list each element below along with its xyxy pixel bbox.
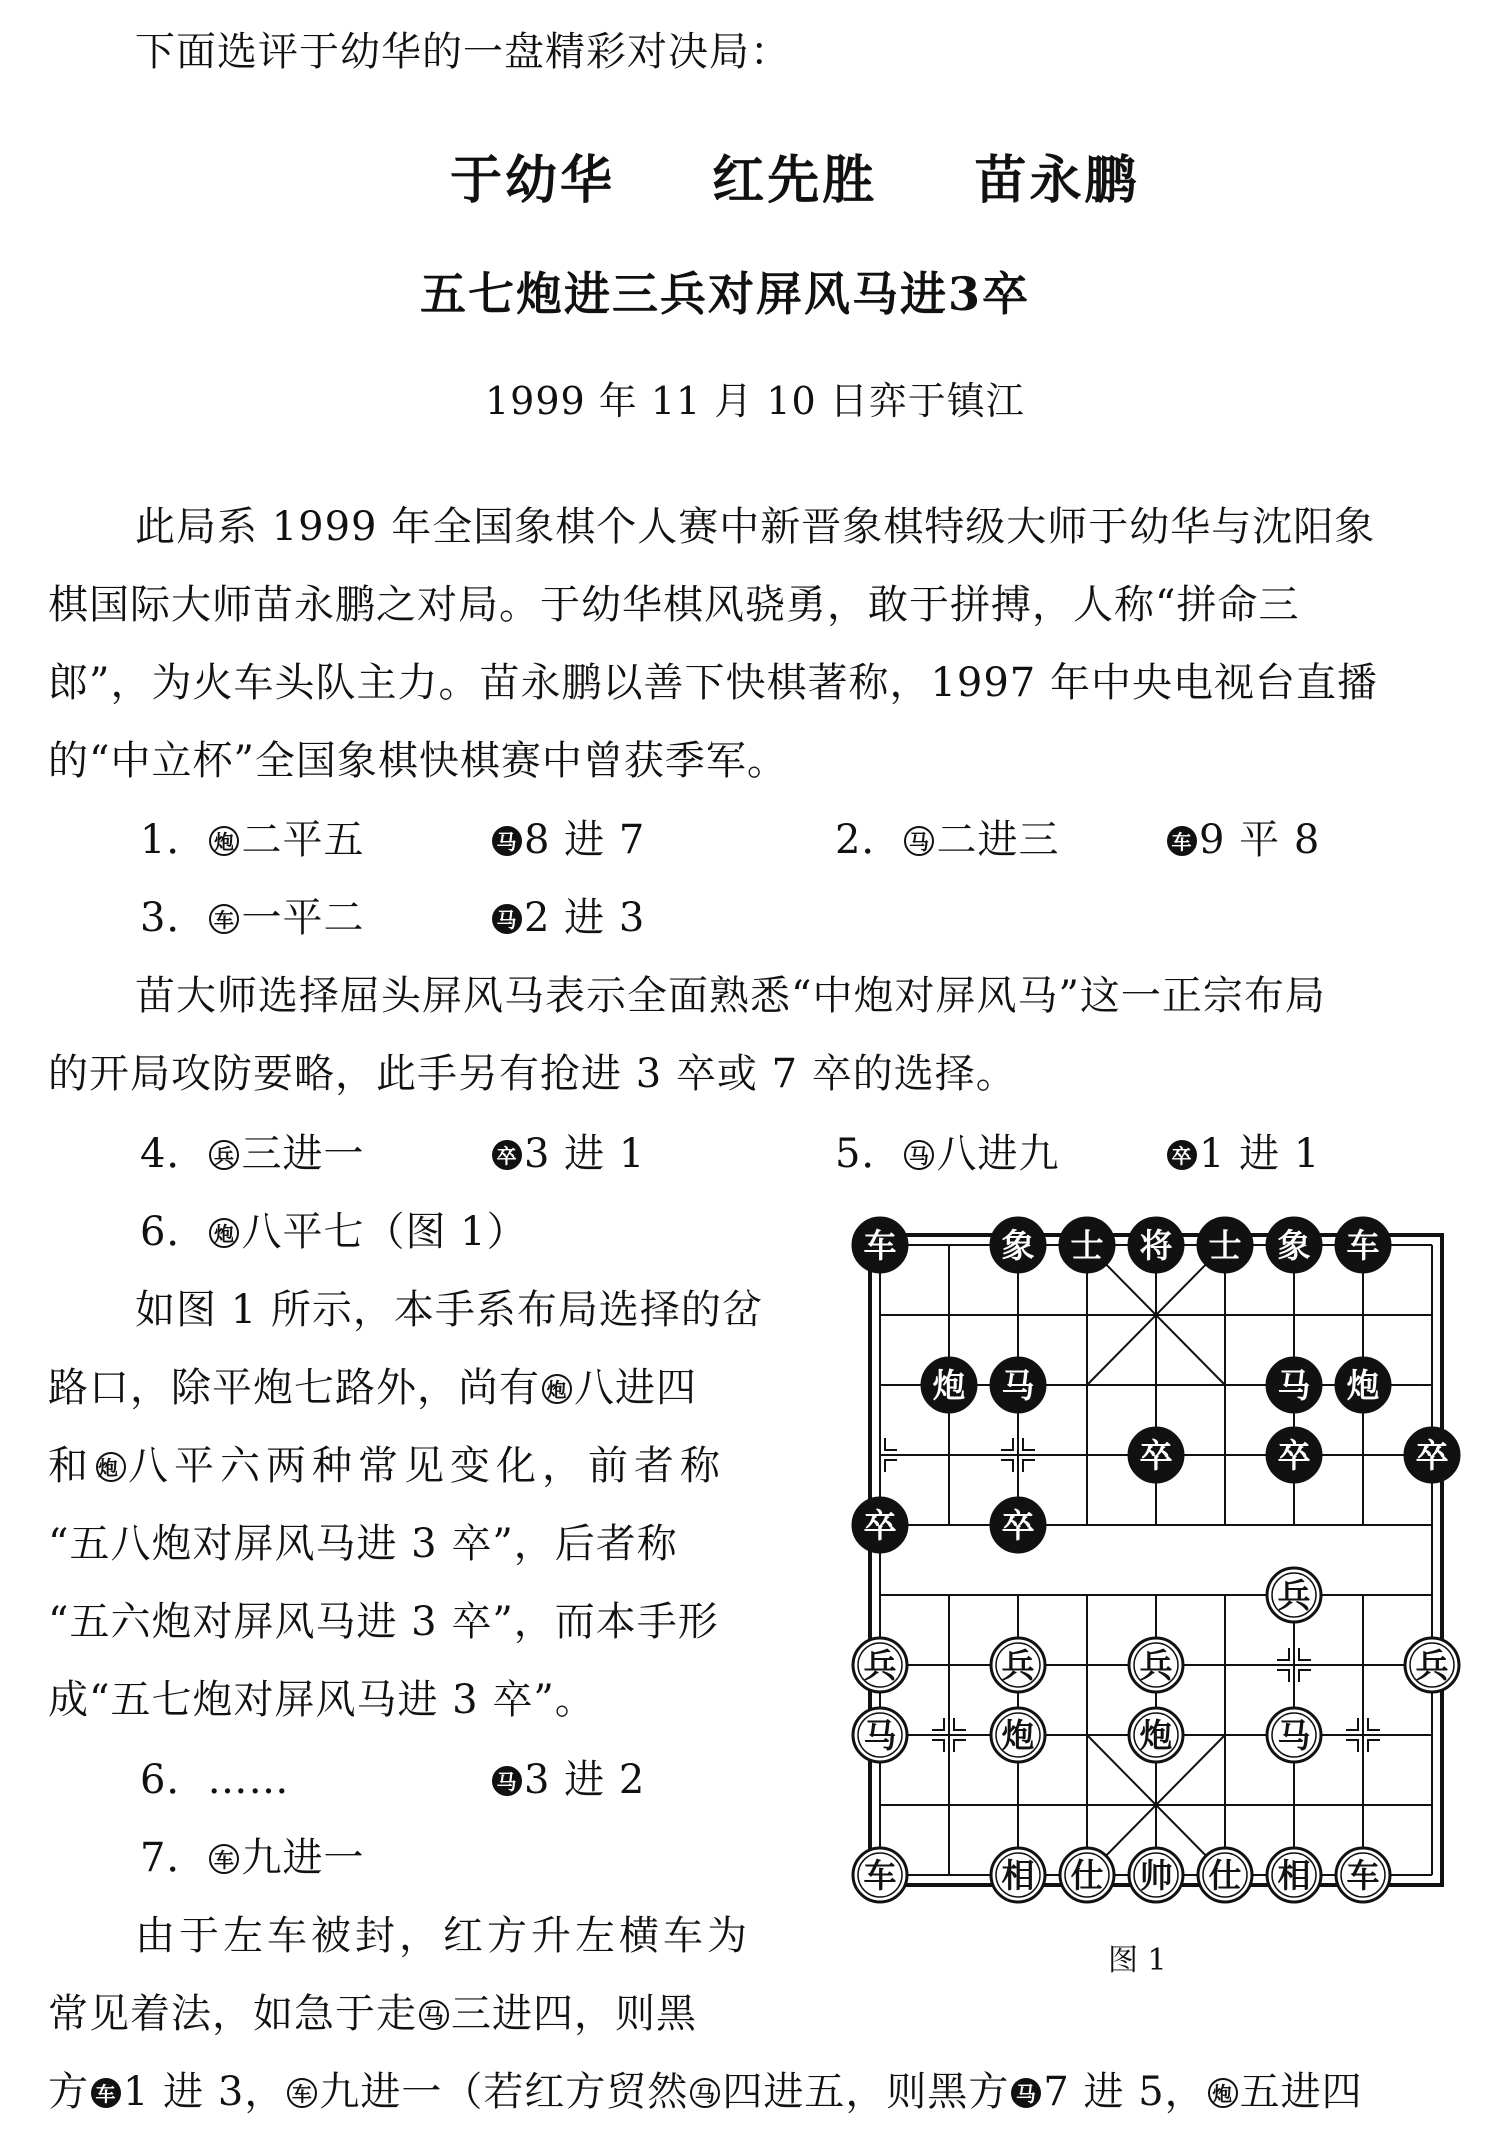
piece-label: 炮 [1001,1716,1035,1755]
piece-label: 炮 [1139,1716,1173,1755]
red-chariot-icon: 车 [209,904,239,934]
black-player: 苗永鹏 [974,150,1140,211]
move-4: 4． 兵 三进一 [140,1131,365,1177]
piece-label: 相 [1277,1856,1311,1895]
paragraph-line: 棋国际大师苗永鹏之对局。于幼华棋风骁勇，敢于拼搏，人称“拼命三 [48,582,1300,628]
piece-label: 卒 [863,1506,897,1545]
red-horse-icon: 马 [904,826,934,856]
position-mark [1346,1718,1358,1730]
piece-label: 士 [1070,1226,1104,1265]
piece-label: 车 [863,1226,897,1265]
piece-label: 仕 [1208,1856,1242,1895]
paragraph-line: 成“五七炮对屏风马进 3 卒”。 [48,1677,596,1723]
red-soldier-icon: 兵 [209,1140,239,1170]
red-horse-icon: 马 [419,2000,449,2030]
paragraph-line: “五六炮对屏风马进 3 卒”，而本手形 [48,1599,719,1645]
red-horse-icon: 马 [690,2078,720,2108]
position-mark [1277,1670,1289,1682]
paragraph-line: 如图 1 所示，本手系布局选择的岔 [135,1287,763,1333]
piece-label: 兵 [1001,1646,1035,1685]
black-chariot-icon: 车 [91,2078,121,2108]
piece-label: 马 [1277,1716,1311,1755]
move-1: 1． 炮 二平五 [140,817,365,863]
position-mark [885,1438,897,1450]
move-6b-black: 马 3 进 2 [490,1748,645,1805]
red-cannon-icon: 炮 [542,1374,572,1404]
paragraph-line: 的开局攻防要略，此手另有抢进 3 卒或 7 卒的选择。 [48,1051,1017,1097]
black-soldier-icon: 卒 [1167,1140,1197,1170]
red-cannon-icon: 炮 [96,1452,126,1482]
paragraph-line: “五八炮对屏风马进 3 卒”，后者称 [48,1521,678,1567]
red-cannon-icon: 炮 [209,826,239,856]
paragraph-line: 常见着法，如急于走 马 三进四，则黑 [48,1991,697,2037]
piece-label: 兵 [1139,1646,1173,1685]
position-mark [954,1740,966,1752]
piece-label: 将 [1139,1226,1173,1265]
paragraph-line: 方 车 1 进 3， 车 九进一（若红方贸然 马 四进五，则黑方 马 7 进 5， 炮 五进四 [48,2069,1363,2115]
black-chariot-icon: 车 [1167,826,1197,856]
move-3: 3． 车 一平二 [140,895,365,941]
paragraph-line: 的“中立杯”全国象棋快棋赛中曾获季军。 [48,738,788,784]
piece-label: 卒 [1277,1436,1311,1475]
move-6b: 6．…… [140,1757,290,1803]
piece-label: 仕 [1070,1856,1104,1895]
position-mark [932,1740,944,1752]
move-6: 6． 炮 八平七（图 1） [140,1209,528,1255]
move-2-black: 车 9 平 8 [1165,808,1320,865]
opening-name: 五七炮进三兵对屏风马进3卒 [420,267,1031,321]
black-horse-icon: 马 [492,904,522,934]
piece-label: 马 [863,1716,897,1755]
piece-label: 兵 [1277,1576,1311,1615]
move-5-black: 卒 1 进 1 [1165,1122,1320,1179]
red-cannon-icon: 炮 [1208,2078,1238,2108]
paragraph-line: 由于左车被封，红方升左横车为 [135,1913,751,1959]
position-mark [1368,1718,1380,1730]
black-horse-icon: 马 [1011,2078,1041,2108]
move-2: 2． 马 二进三 [835,817,1060,863]
piece-label: 相 [1001,1856,1035,1895]
piece-label: 车 [1346,1856,1380,1895]
paragraph-line: 路口，除平炮七路外，尚有 炮 八进四 [48,1365,697,1411]
piece-label: 卒 [1139,1436,1173,1475]
figure-caption: 图 1 [1108,1943,1167,1978]
piece-label: 卒 [1001,1506,1035,1545]
paragraph-line: 和 炮 八平六两种常见变化，前者称 [48,1443,726,1489]
position-mark [1299,1670,1311,1682]
piece-label: 帅 [1139,1856,1173,1895]
position-mark [1023,1438,1035,1450]
red-chariot-icon: 车 [209,1844,239,1874]
move-3-black: 马 2 进 3 [490,886,645,943]
black-horse-icon: 马 [492,826,522,856]
game-title [450,138,1139,213]
position-mark [1346,1740,1358,1752]
position-mark [1023,1460,1035,1472]
paragraph-line: 此局系 1999 年全国象棋个人赛中新晋象棋特级大师于幼华与沈阳象 [135,504,1376,550]
piece-label: 卒 [1415,1436,1449,1475]
position-mark [1001,1460,1013,1472]
position-mark [885,1460,897,1472]
piece-label: 炮 [1346,1366,1380,1405]
paragraph-line: 苗大师选择屈头屏风马表示全面熟悉“中炮对屏风马”这一正宗布局 [135,973,1326,1019]
position-mark [1001,1438,1013,1450]
red-chariot-icon: 车 [287,2078,317,2108]
piece-label: 象 [1277,1226,1311,1265]
red-cannon-icon: 炮 [209,1218,239,1248]
xiangqi-board [835,1210,1449,1895]
move-1-black: 马 8 进 7 [490,808,645,865]
piece-label: 车 [1346,1226,1380,1265]
black-horse-icon: 马 [492,1766,522,1796]
position-mark [1368,1740,1380,1752]
piece-label: 车 [863,1856,897,1895]
red-horse-icon: 马 [904,1140,934,1170]
move-7: 7． 车 九进一 [140,1835,365,1881]
piece-label: 马 [1001,1366,1035,1405]
piece-label: 象 [1001,1226,1035,1265]
piece-label: 炮 [932,1366,966,1405]
position-mark [1277,1648,1289,1660]
piece-label: 马 [1277,1366,1311,1405]
position-mark [1299,1648,1311,1660]
move-4-black: 卒 3 进 1 [490,1122,645,1179]
piece-label: 兵 [1415,1646,1449,1685]
date-place: 1999 年 11 月 10 日弈于镇江 [485,379,1025,423]
intro-line: 下面选评于幼华的一盘精彩对决局： [135,29,791,75]
move-5: 5． 马 八进九 [835,1131,1060,1177]
piece-label: 兵 [863,1646,897,1685]
game-result: 红先胜 [712,150,878,211]
black-soldier-icon: 卒 [492,1140,522,1170]
position-mark [954,1718,966,1730]
piece-label: 士 [1208,1226,1242,1265]
red-player: 于幼华 [450,150,616,211]
paragraph-line: 郎”，为火车头队主力。苗永鹏以善下快棋著称，1997 年中央电视台直播 [48,660,1378,706]
position-mark [932,1718,944,1730]
